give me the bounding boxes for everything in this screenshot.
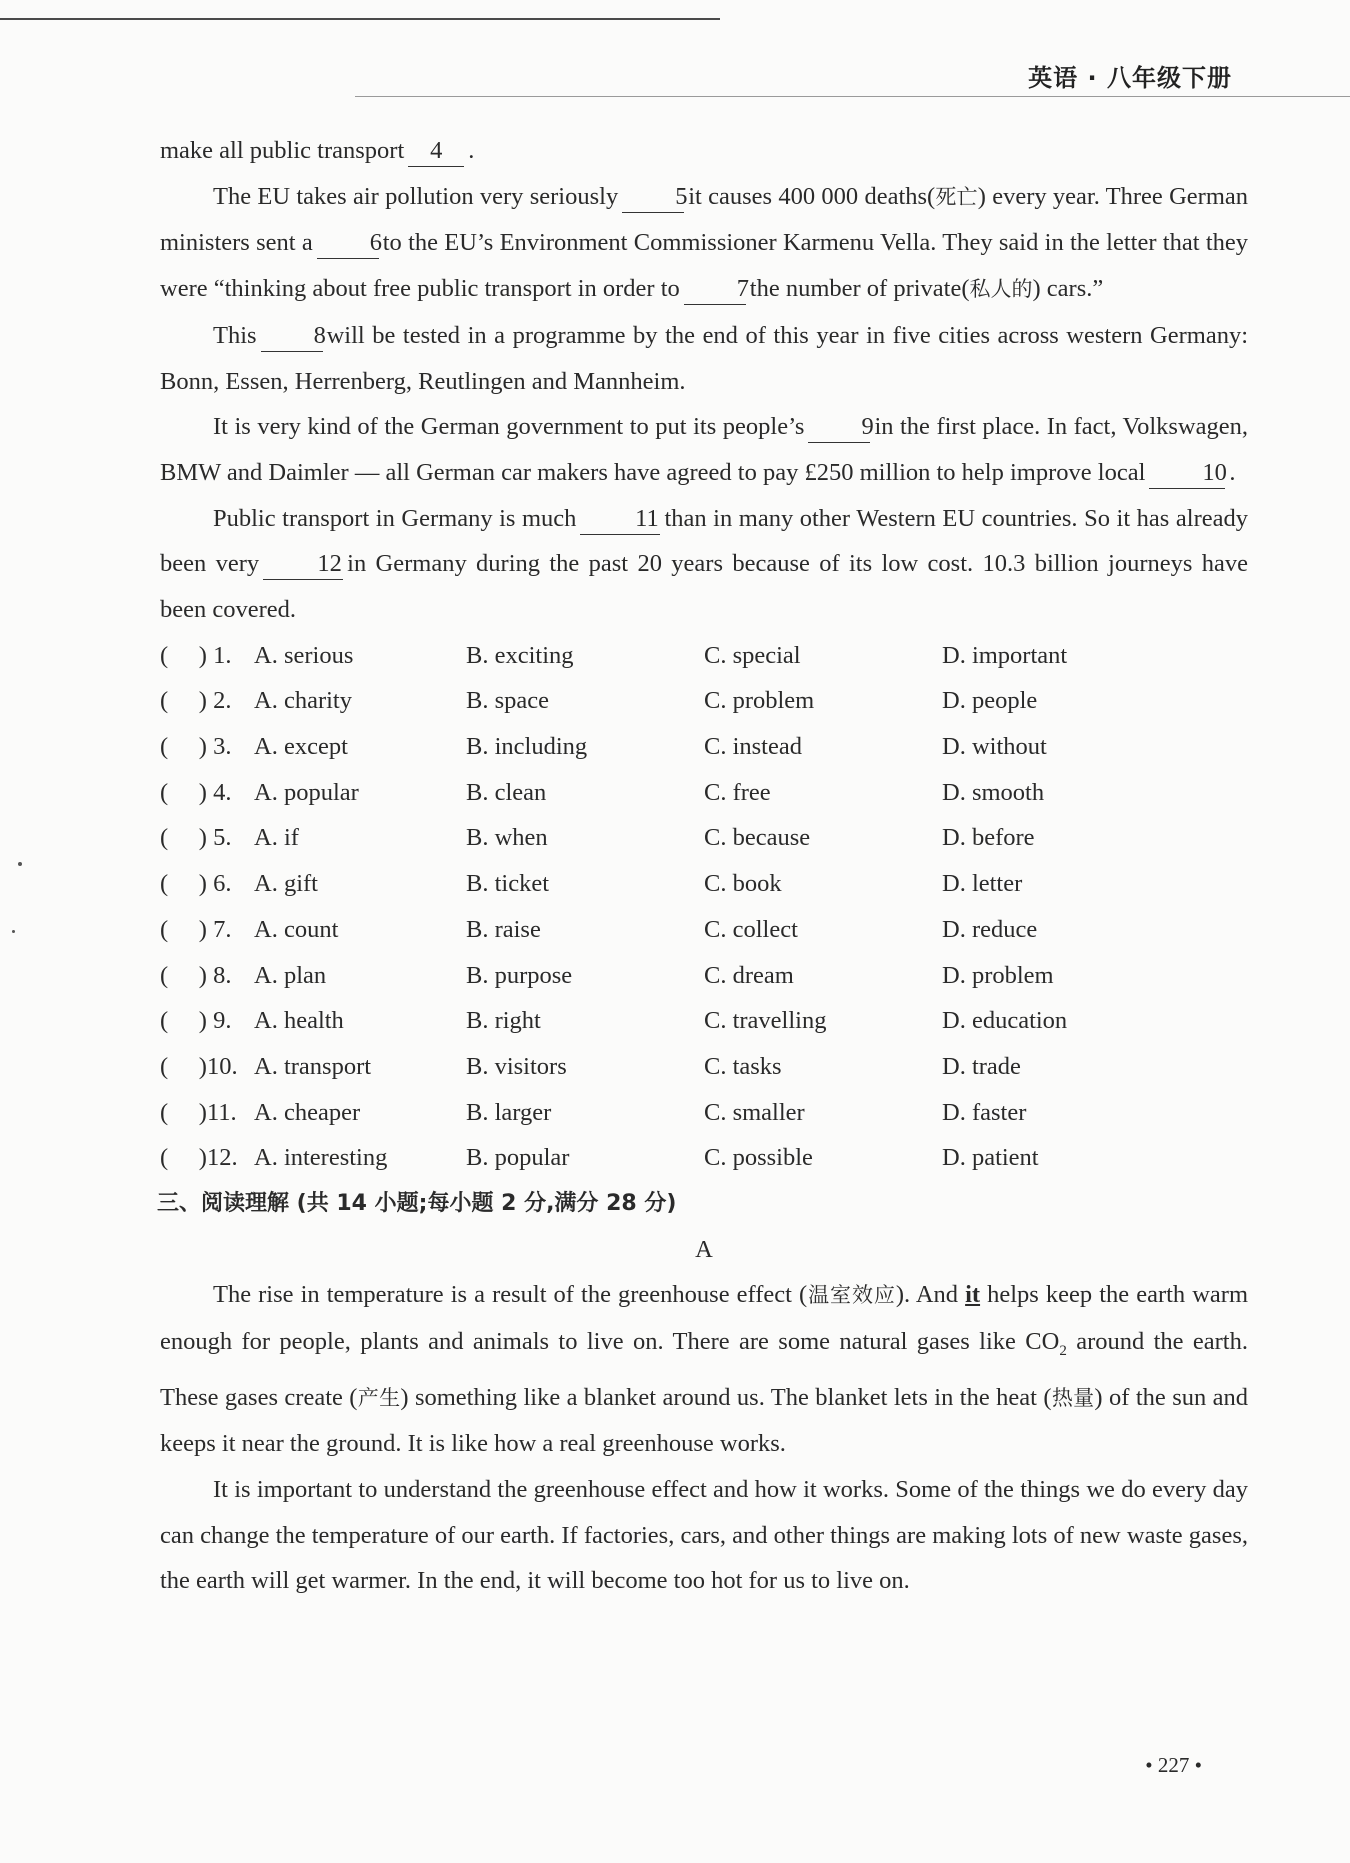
answer-bracket: ( ) 3.	[160, 733, 232, 761]
section-title: 三、阅读理解 (共 14 小题;每小题 2 分,满分 28 分)	[157, 1190, 677, 1216]
choice-d: D. smooth	[942, 778, 1045, 806]
choice-b: B. larger	[466, 1098, 552, 1126]
chinese-gloss: 产生	[357, 1385, 401, 1410]
choice-c: C. special	[704, 641, 801, 669]
answer-bracket: ( )11.	[160, 1098, 237, 1126]
choice-a: A. plan	[254, 961, 327, 989]
reading-paragraph-2: It is important to understand the greenhouse effect and how it works. Some of the things we do every day can change the temperature of our earth. If factories, cars, and other things are making lots of new waste gases, the earth will get warmer. In the end, it will become too hot for us to live on.	[160, 1476, 1248, 1595]
choice-c: C. smaller	[704, 1098, 805, 1126]
text: ) something like a blanket around us. The blanket lets in the heat (	[400, 1383, 1052, 1411]
text: than in many other Western EU countries. So it has already been very	[160, 504, 1248, 578]
cloze-paragraph-2	[160, 313, 1248, 404]
text: It is very kind of the German government to put its people’s	[213, 413, 805, 441]
text: to the EU’s Environment Commissioner Karmenu Vella. They said in the letter that they were “thinking about free public transport in order to	[160, 229, 1248, 303]
text: ) cars.”	[1032, 275, 1104, 303]
choice-d: D. important	[942, 641, 1068, 669]
choice-b: B. raise	[466, 915, 541, 943]
cloze-paragraph-1	[160, 174, 1248, 313]
choice-b: B. visitors	[466, 1052, 567, 1080]
scan-speck	[18, 862, 22, 866]
text: it causes 400 000 deaths(	[688, 182, 936, 210]
choice-d: D. before	[942, 824, 1035, 852]
choice-a: A. if	[254, 824, 299, 852]
answer-bracket: ( ) 8.	[160, 961, 232, 989]
text: The rise in temperature is a result of the greenhouse effect (	[213, 1281, 808, 1309]
chinese-gloss: 私人的	[969, 277, 1033, 302]
chinese-gloss: 温室效应	[807, 1283, 896, 1308]
choice-a: A. serious	[254, 641, 354, 669]
choice-b: B. including	[466, 733, 588, 761]
choice-b: B. clean	[466, 778, 547, 806]
blank-6: 6	[317, 228, 379, 259]
page-content	[157, 128, 1249, 1604]
answer-bracket: ( ) 1.	[160, 641, 232, 669]
text: will be tested in a programme by the end of this year in five cities across western Germany: Bonn, Essen, Herrenberg, Reutlingen and Mannheim.	[160, 321, 1248, 395]
option-row	[160, 1090, 1248, 1136]
choice-d: D. faster	[942, 1098, 1027, 1126]
option-row	[160, 861, 1248, 907]
choice-a: A. cheaper	[254, 1098, 361, 1126]
choice-d: D. patient	[942, 1144, 1039, 1172]
answer-bracket: ( ) 7.	[160, 915, 232, 943]
choice-c: C. because	[704, 824, 811, 852]
passage-letter: A	[695, 1235, 713, 1263]
text: helps keep the earth warm enough for people, plants and animals to live on. There are some natural gases like CO	[160, 1281, 1249, 1356]
choice-d: D. education	[942, 1007, 1068, 1035]
option-row	[160, 724, 1248, 770]
choice-d: D. reduce	[942, 915, 1038, 943]
page-number: • 227 •	[1145, 1753, 1202, 1777]
choice-b: B. right	[466, 1007, 541, 1035]
text: in Germany during the past 20 years because of its low cost. 10.3 billion journeys have been covered.	[160, 550, 1248, 624]
choice-a: A. interesting	[254, 1144, 388, 1172]
choice-a: A. popular	[254, 778, 359, 806]
running-header: 英语 · 八年级下册	[1028, 64, 1232, 92]
choice-d: D. trade	[942, 1052, 1021, 1080]
text: around the earth. These gases create (	[160, 1328, 1248, 1411]
text: ) of the sun and keeps it near the ground. It is like how a real greenhouse works.	[160, 1383, 1249, 1458]
chinese-gloss: 热量	[1051, 1385, 1095, 1410]
blank-9: 9	[808, 412, 870, 443]
chinese-gloss: 死亡	[935, 184, 978, 209]
blank-12: 12	[263, 549, 343, 580]
text: Public transport in Germany is much	[213, 504, 577, 532]
choice-c: C. possible	[704, 1144, 813, 1172]
blank-10: 10	[1149, 458, 1225, 489]
choice-c: C. dream	[704, 961, 794, 989]
choice-b: B. exciting	[466, 641, 574, 669]
answer-bracket: ( )12.	[160, 1144, 238, 1172]
text: This	[213, 321, 257, 349]
option-row	[160, 998, 1248, 1044]
choice-c: C. book	[704, 870, 782, 898]
options-list	[160, 633, 1248, 1181]
text: the number of private(	[749, 275, 970, 303]
choice-d: D. letter	[942, 870, 1023, 898]
text: ) every year. Three German ministers sent a	[160, 182, 1249, 257]
choice-a: A. charity	[254, 687, 352, 715]
cloze-paragraph-3	[160, 404, 1248, 495]
choice-c: C. collect	[704, 915, 798, 943]
choice-b: B. popular	[466, 1144, 570, 1172]
cloze-line-0	[160, 128, 1248, 174]
blank-4: 4	[408, 136, 464, 167]
answer-bracket: ( ) 4.	[160, 778, 232, 806]
answer-bracket: ( )10.	[160, 1052, 238, 1080]
text: in the first place. In fact, Volkswagen, BMW and Daimler — all German car makers have agreed to pay £250 million to help improve local	[160, 413, 1248, 486]
choice-c: C. travelling	[704, 1007, 827, 1035]
choice-d: D. people	[942, 687, 1038, 715]
header-rule	[355, 96, 1350, 97]
text: .	[468, 137, 475, 164]
choice-a: A. gift	[254, 870, 318, 898]
text: .	[1229, 458, 1236, 486]
blank-7: 7	[684, 274, 746, 305]
answer-bracket: ( ) 6.	[160, 870, 232, 898]
choice-b: B. purpose	[466, 961, 573, 989]
text: ). And	[895, 1281, 959, 1309]
choice-a: A. transport	[254, 1052, 372, 1080]
reading-paragraph-1	[160, 1272, 1248, 1467]
choice-c: C. free	[704, 778, 771, 806]
answer-bracket: ( ) 5.	[160, 824, 232, 852]
choice-d: D. without	[942, 733, 1047, 761]
choice-c: C. tasks	[704, 1052, 782, 1080]
underlined-word: it	[965, 1281, 981, 1309]
top-rule	[0, 18, 720, 20]
scan-speck	[12, 930, 15, 933]
choice-a: A. count	[254, 915, 339, 943]
choice-b: B. space	[466, 687, 549, 715]
subscript: 2	[1059, 1342, 1067, 1359]
blank-11: 11	[580, 504, 660, 535]
choice-b: B. ticket	[466, 870, 550, 898]
option-row	[160, 678, 1248, 724]
choice-a: A. health	[254, 1007, 344, 1035]
choice-c: C. instead	[704, 733, 802, 761]
blank-8: 8	[261, 321, 323, 352]
option-row	[160, 1044, 1248, 1090]
option-row	[160, 1135, 1248, 1181]
text: make all public transport	[160, 137, 405, 164]
answer-bracket: ( ) 2.	[160, 687, 232, 715]
option-row	[160, 815, 1248, 861]
option-row	[160, 907, 1248, 953]
option-row	[160, 770, 1248, 816]
blank-5: 5	[622, 182, 684, 213]
text: The EU takes air pollution very seriously	[213, 182, 619, 210]
cloze-paragraph-4	[160, 496, 1248, 633]
option-row	[160, 953, 1248, 999]
choice-b: B. when	[466, 824, 548, 852]
choice-d: D. problem	[942, 961, 1054, 989]
option-row	[160, 633, 1248, 679]
answer-bracket: ( ) 9.	[160, 1007, 232, 1035]
choice-a: A. except	[254, 733, 348, 761]
choice-c: C. problem	[704, 687, 815, 715]
